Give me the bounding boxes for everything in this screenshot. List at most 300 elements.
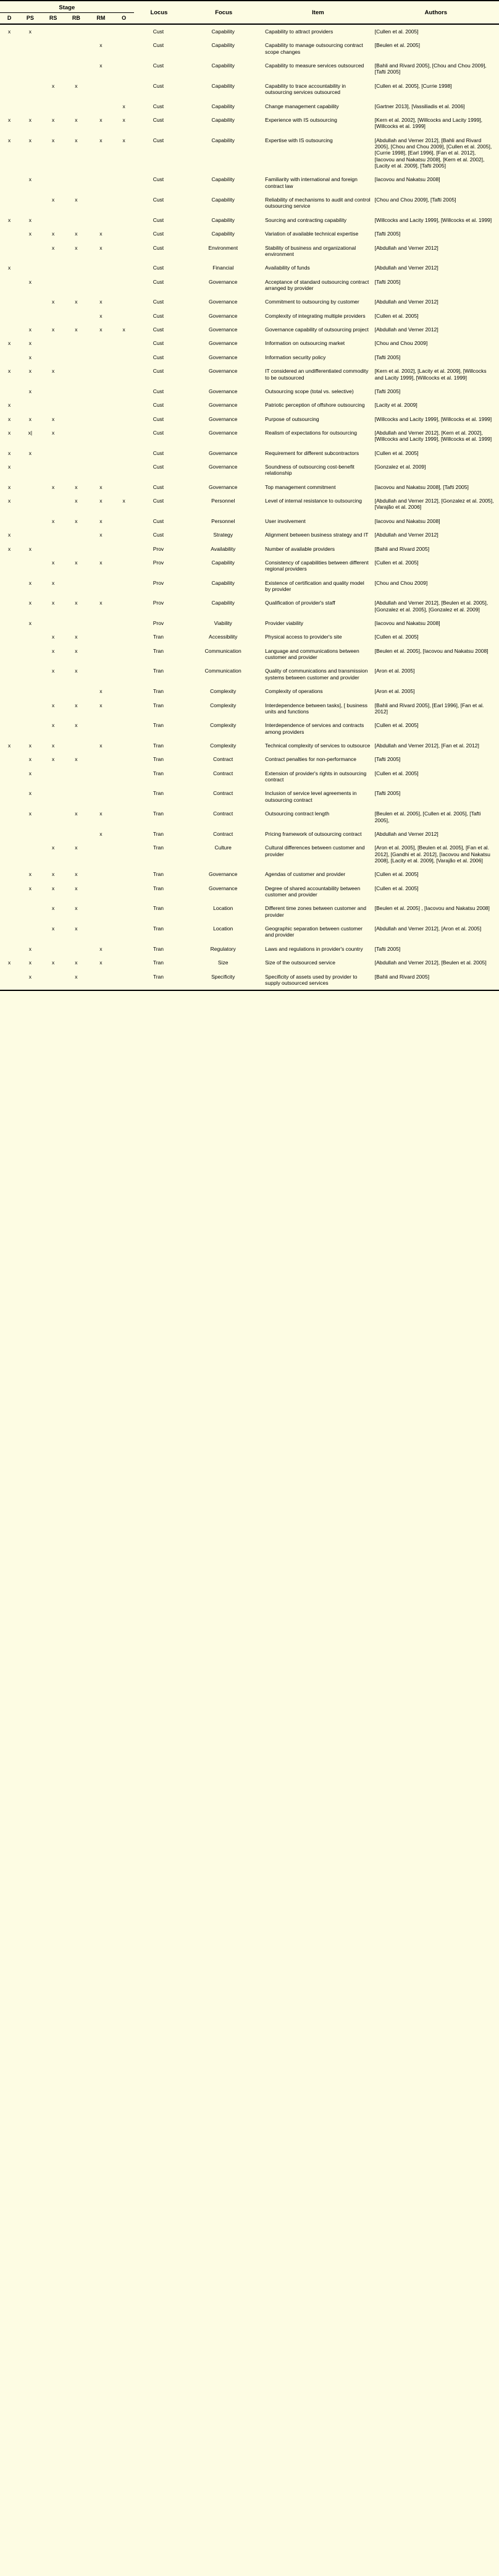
stage-mark-rs: x [51, 634, 55, 640]
stage-mark-rs [41, 351, 64, 364]
cell-authors: [Willcocks and Lacity 1999], [Willcocks et al. 1999] [374, 216, 492, 223]
stage-mark-rm [88, 644, 114, 665]
stage-mark-o [114, 956, 134, 969]
stage-mark-rb: x [75, 137, 78, 143]
table-row [0, 446, 499, 460]
cell-authors: [Kern et al. 2002], [Willcocks and Lacity 1999], [Willcocks et al. 1999] [374, 116, 483, 130]
stage-mark-rb: x [75, 722, 78, 729]
stage-mark-rm: x [99, 600, 103, 606]
stage-mark-o [114, 275, 134, 295]
stage-mark-rb: x [75, 244, 78, 251]
stage-mark-d [0, 827, 19, 841]
cell-authors: [Gartner 2013], [Vassiliadis et al. 2006] [374, 103, 465, 109]
cell-locus: Cust [153, 216, 164, 223]
cell-authors: [Chou and Chou 2009], [Tafti 2005] [374, 197, 456, 203]
stage-mark-d [0, 718, 19, 739]
cell-locus: Cust [153, 340, 164, 347]
table-row [0, 752, 499, 766]
stage-mark-d [0, 644, 19, 665]
cell-focus: Complexity [210, 742, 237, 749]
stage-mark-o [114, 827, 134, 841]
header-group-row [0, 1, 499, 13]
cell-focus: Governance [209, 299, 238, 305]
cell-locus: Cust [153, 116, 164, 123]
stage-mark-rs [41, 786, 64, 807]
cell-focus: Capability [211, 62, 235, 69]
cell-locus: Cust [153, 517, 164, 524]
stage-mark-ps [19, 514, 41, 528]
cell-focus: Complexity [210, 702, 237, 708]
column-header-stage-ps: PS [26, 15, 34, 21]
stage-mark-rs [41, 309, 64, 323]
table-row [0, 364, 499, 385]
stage-mark-ps: x [28, 871, 31, 878]
cell-focus: Governance [209, 871, 238, 878]
stage-mark-o [114, 841, 134, 867]
table-row [0, 172, 499, 193]
stage-mark-rb [65, 398, 88, 412]
stage-mark-rm [88, 576, 114, 597]
cell-authors: [Tafti 2005] [374, 756, 401, 763]
cell-authors: [Iacovou and Nakatsu 2008], [Tafti 2005] [374, 483, 469, 490]
cell-focus: Governance [209, 278, 238, 285]
stage-mark-ps [19, 718, 41, 739]
cell-focus: Governance [209, 429, 238, 436]
stage-mark-rm: x [99, 483, 103, 490]
cell-focus: Personnel [211, 498, 235, 504]
cell-focus: Contract [213, 790, 233, 797]
cell-locus: Cust [153, 42, 164, 49]
cell-authors: [Iacovou and Nakatsu 2008] [374, 176, 440, 183]
stage-mark-rm [88, 841, 114, 867]
cell-item: Information security policy [265, 354, 326, 360]
cell-item: Change management capability [265, 103, 339, 109]
stage-mark-rb [65, 213, 88, 227]
cell-authors: [Iacovou and Nakatsu 2008] [374, 517, 440, 524]
cell-item: Variation of available technical expertise [265, 231, 359, 237]
stage-mark-o [114, 528, 134, 542]
stage-mark-rs: x [51, 885, 55, 891]
table-row [0, 275, 499, 295]
cell-locus: Prov [153, 600, 164, 606]
cell-authors: [Abdullah and Verner 2012], [Bahli and Rivard 2005], [Chou and Chou 2009], [Cullen et al. 2005], [Currie 1998], [Earl 1996], [Fan et al. 2012], [Iacovou and Nakatsu 2008], [Kern et al. 2002], [Lacity et al. 2009], [Tafti 2005] [374, 137, 492, 169]
stage-mark-d: x [7, 742, 11, 749]
cell-locus: Cust [153, 197, 164, 203]
stage-mark-ps [19, 699, 41, 719]
stage-mark-o [114, 514, 134, 528]
cell-authors: [Cullen et al. 2005], [Currie 1998] [374, 82, 452, 89]
stage-mark-rs [41, 172, 64, 193]
stage-mark-rb [65, 351, 88, 364]
cell-focus: Contract [213, 830, 233, 837]
stage-mark-rb [65, 24, 88, 38]
stage-mark-o [114, 295, 134, 308]
stage-mark-d [0, 172, 19, 193]
stage-mark-rm: x [99, 116, 103, 123]
stage-mark-o [114, 739, 134, 752]
stage-mark-rm [88, 882, 114, 902]
stage-mark-d: x [7, 449, 11, 456]
cell-authors: [Cullen et al. 2005] [374, 871, 419, 878]
cell-authors: [Cullen et al. 2005] [374, 634, 419, 640]
stage-mark-rm [88, 616, 114, 630]
stage-mark-rb [65, 364, 88, 385]
stage-mark-o [114, 542, 134, 556]
stage-mark-rm [88, 901, 114, 922]
stage-mark-o [114, 227, 134, 240]
stage-mark-rm [88, 351, 114, 364]
stage-mark-rs: x [51, 925, 55, 932]
stage-mark-rm [88, 786, 114, 807]
cell-authors: [Tafti 2005] [374, 354, 401, 360]
stage-mark-rb: x [75, 498, 78, 504]
stage-mark-rb: x [75, 634, 78, 640]
stage-mark-o [114, 398, 134, 412]
stage-mark-d: x [7, 402, 11, 409]
table-row [0, 323, 499, 336]
cell-item: Requirement for different subcontractors [265, 449, 359, 456]
stage-mark-rb [65, 827, 88, 841]
stage-mark-o [114, 309, 134, 323]
stage-mark-d: x [7, 265, 11, 271]
stage-mark-d [0, 970, 19, 991]
stage-mark-rs: x [51, 559, 55, 566]
stage-mark-rb [65, 739, 88, 752]
cell-locus: Tran [153, 668, 164, 674]
stage-mark-rb: x [75, 756, 78, 763]
stage-mark-rb: x [75, 844, 78, 851]
cell-item: Qualification of provider's staff [265, 600, 335, 606]
stage-mark-rs: x [51, 429, 55, 436]
stage-mark-rm [88, 767, 114, 787]
stage-mark-rb [65, 684, 88, 698]
stage-mark-rb [65, 412, 88, 426]
stage-mark-rs [41, 494, 64, 514]
cell-locus: Cust [153, 354, 164, 360]
stage-mark-o: x [122, 137, 125, 143]
stage-mark-rs: x [51, 483, 55, 490]
stage-mark-o [114, 630, 134, 644]
table-row [0, 596, 499, 616]
stage-mark-ps: x [28, 340, 31, 347]
stage-mark-ps: x [28, 756, 31, 763]
stage-mark-rm: x [99, 498, 103, 504]
cell-item: Top management commitment [265, 483, 336, 490]
table-row [0, 718, 499, 739]
stage-mark-rs [41, 275, 64, 295]
stage-mark-rm: x [99, 559, 103, 566]
stage-mark-rm [88, 275, 114, 295]
stage-mark-rb [65, 336, 88, 350]
stage-mark-d [0, 576, 19, 597]
stage-mark-rm: x [99, 137, 103, 143]
stage-mark-rb: x [75, 702, 78, 708]
stage-mark-o [114, 24, 134, 38]
stage-mark-rs [41, 24, 64, 38]
table-row [0, 351, 499, 364]
stage-mark-ps: x [28, 742, 31, 749]
cell-locus: Cust [153, 244, 164, 251]
stage-mark-ps [19, 664, 41, 684]
stage-mark-ps [19, 59, 41, 79]
column-header-stage-rm: RM [96, 15, 106, 21]
column-header-stage-rb: RB [72, 15, 80, 21]
stage-mark-d [0, 767, 19, 787]
cell-locus: Cust [153, 62, 164, 69]
stage-mark-rm [88, 542, 114, 556]
cell-locus: Prov [153, 545, 164, 552]
stage-mark-ps [19, 295, 41, 308]
cell-locus: Tran [153, 905, 164, 912]
cell-focus: Capability [211, 176, 235, 183]
table-row [0, 827, 499, 841]
stage-mark-rs: x [51, 326, 55, 333]
cell-focus: Governance [209, 388, 238, 394]
stage-mark-rm: x [99, 517, 103, 524]
cell-locus: Cust [153, 326, 164, 333]
stage-mark-rm [88, 446, 114, 460]
cell-focus: Governance [209, 483, 238, 490]
table-row [0, 38, 499, 59]
cell-item: Capability to trace accountability in outsourcing services outsourced [265, 82, 346, 96]
stage-mark-rm: x [99, 810, 103, 817]
stage-mark-rs [41, 38, 64, 59]
stage-mark-d [0, 664, 19, 684]
stage-mark-o [114, 718, 134, 739]
stage-mark-rb [65, 542, 88, 556]
cell-authors: [Beulen et al. 2005], [Cullen et al. 2005], [Tafti 2005], [374, 810, 481, 823]
cell-item: Information on outsourcing market [265, 340, 345, 347]
cell-focus: Location [213, 925, 233, 932]
stage-mark-d [0, 59, 19, 79]
stage-mark-rb: x [75, 299, 78, 305]
stage-mark-rs: x [51, 722, 55, 729]
stage-mark-rb [65, 172, 88, 193]
stage-mark-rs [41, 336, 64, 350]
table-row [0, 460, 499, 480]
stage-mark-o [114, 446, 134, 460]
stage-mark-ps: x [28, 790, 31, 797]
stage-mark-d [0, 275, 19, 295]
cell-locus: Cust [153, 449, 164, 456]
stage-mark-rm [88, 213, 114, 227]
cell-item: Purpose of outsourcing [265, 415, 319, 422]
cell-authors: [Cullen et al. 2005] [374, 28, 419, 35]
cell-locus: Cust [153, 368, 164, 375]
cell-item: Provider viability [265, 620, 304, 627]
cell-item: Inclusion of service level agreements in outsourcing contract [265, 790, 357, 803]
cell-item: Size of the outsourced service [265, 959, 335, 966]
stage-mark-rb [65, 767, 88, 787]
stage-mark-o [114, 556, 134, 576]
stage-mark-o [114, 699, 134, 719]
stage-mark-d [0, 867, 19, 881]
cell-authors: [Beulen et al. 2005], [Iacovou and Nakatsu 2008] [374, 647, 489, 654]
cell-authors: [Bahli and Rivard 2005] [374, 545, 430, 552]
table-row [0, 213, 499, 227]
stage-mark-rm [88, 412, 114, 426]
stage-mark-o [114, 426, 134, 446]
cell-locus: Cust [153, 415, 164, 422]
stage-mark-d: x [7, 464, 11, 470]
cell-item: Physical access to provider's site [265, 634, 342, 640]
cell-focus: Capability [211, 137, 235, 143]
column-header-item: Item [312, 9, 324, 16]
cell-focus: Capability [211, 231, 235, 237]
stage-mark-rm [88, 100, 114, 113]
stage-mark-d [0, 241, 19, 261]
cell-focus: Contract [213, 770, 233, 776]
stage-mark-rb [65, 275, 88, 295]
stage-mark-rm [88, 24, 114, 38]
stage-mark-d [0, 309, 19, 323]
stage-mark-d: x [7, 28, 11, 35]
stage-mark-rs: x [51, 116, 55, 123]
stage-mark-d: x [7, 429, 11, 436]
cell-authors: [Abdullah and Verner 2012] [374, 326, 438, 333]
table-row [0, 542, 499, 556]
cell-locus: Tran [153, 722, 164, 729]
table-row [0, 882, 499, 902]
table-row [0, 241, 499, 261]
stage-mark-ps: x [28, 388, 31, 394]
stage-mark-d [0, 882, 19, 902]
table-row [0, 24, 499, 38]
stage-mark-d [0, 385, 19, 398]
cell-authors: [Willcocks and Lacity 1999], [Willcocks et al. 1999] [374, 415, 492, 422]
table-row [0, 630, 499, 644]
cell-item: Capability to attract providers [265, 28, 333, 35]
table-row [0, 426, 499, 446]
stage-mark-o [114, 172, 134, 193]
stage-mark-d [0, 227, 19, 240]
cell-authors: [Abdullah and Verner 2012], [Aron et al. 2005] [374, 925, 482, 932]
column-header-authors: Authors [424, 9, 448, 16]
cell-authors: [Gonzalez et al. 2009] [374, 464, 426, 470]
stage-mark-rm [88, 398, 114, 412]
stage-mark-ps: x [28, 620, 31, 627]
stage-mark-rm [88, 261, 114, 274]
stage-mark-o: x [122, 116, 125, 123]
stage-mark-o [114, 901, 134, 922]
stage-group-header: Stage [0, 1, 134, 13]
cell-item: Degree of shared accountability between customer and provider [265, 885, 361, 898]
stage-mark-rb: x [75, 231, 78, 237]
stage-mark-rb [65, 528, 88, 542]
cell-locus: Tran [153, 634, 164, 640]
document-page [0, 0, 499, 991]
cell-item: Laws and regulations in provider's country [265, 945, 363, 952]
stage-mark-rs: x [51, 368, 55, 375]
stage-mark-ps: x| [28, 429, 33, 436]
cell-focus: Contract [213, 756, 233, 763]
cell-authors: [Cullen et al. 2005] [374, 722, 419, 729]
table-row [0, 867, 499, 881]
stage-mark-ps [19, 901, 41, 922]
stage-mark-rs: x [51, 231, 55, 237]
table-row [0, 901, 499, 922]
cell-locus: Tran [153, 844, 164, 851]
cell-locus: Cust [153, 231, 164, 237]
stage-mark-rs: x [51, 756, 55, 763]
table-row [0, 556, 499, 576]
stage-mark-rb: x [75, 885, 78, 891]
cell-focus: Viability [214, 620, 232, 627]
table-row [0, 616, 499, 630]
cell-focus: Capability [211, 42, 235, 49]
table-row [0, 970, 499, 991]
stage-mark-rm [88, 752, 114, 766]
cell-locus: Cust [153, 402, 164, 409]
stage-mark-d [0, 295, 19, 308]
stage-mark-ps [19, 644, 41, 665]
stage-mark-o [114, 644, 134, 665]
cell-item: IT considered an undifferentiated commodity to be outsourced [265, 368, 369, 381]
cell-focus: Capability [211, 579, 235, 586]
stage-mark-rs [41, 446, 64, 460]
stage-mark-ps: x [28, 885, 31, 891]
stage-mark-rb: x [75, 647, 78, 654]
cell-locus: Cust [153, 498, 164, 504]
stage-mark-d [0, 901, 19, 922]
cell-locus: Cust [153, 312, 164, 319]
cell-locus: Prov [153, 579, 164, 586]
cell-item: User involvement [265, 517, 306, 524]
stage-mark-rm [88, 336, 114, 350]
cell-item: Sourcing and contracting capability [265, 216, 346, 223]
stage-mark-o [114, 480, 134, 494]
cell-focus: Capability [211, 82, 235, 89]
stage-mark-d [0, 556, 19, 576]
cell-focus: Governance [209, 415, 238, 422]
cell-locus: Tran [153, 742, 164, 749]
cell-focus: Availability [211, 545, 236, 552]
cell-item: Commitment to outsourcing by customer [265, 299, 359, 305]
stage-mark-rm [88, 385, 114, 398]
stage-mark-ps [19, 79, 41, 100]
stage-mark-d: x [7, 216, 11, 223]
cell-focus: Governance [209, 354, 238, 360]
cell-authors: [Tafti 2005] [374, 388, 401, 394]
stage-mark-o [114, 460, 134, 480]
cell-item: Familiarity with international and foreign contract law [265, 176, 358, 189]
cell-focus: Governance [209, 312, 238, 319]
cell-item: Level of internal resistance to outsourcing [265, 498, 362, 504]
cell-authors: [Bahli and Rivard 2005], [Earl 1996], [Fan et al. 2012] [374, 702, 484, 715]
table-row [0, 113, 499, 134]
stage-mark-rs: x [51, 415, 55, 422]
cell-locus: Tran [153, 945, 164, 952]
cell-authors: [Abdullah and Verner 2012] [374, 265, 438, 271]
stage-mark-d [0, 514, 19, 528]
cell-focus: Strategy [213, 532, 233, 538]
stage-mark-o [114, 213, 134, 227]
stage-mark-rs [41, 385, 64, 398]
stage-mark-o [114, 664, 134, 684]
stage-mark-o [114, 336, 134, 350]
stage-mark-rb: x [75, 905, 78, 912]
cell-item: Complexity of integrating multiple providers [265, 312, 366, 319]
cell-locus: Tran [153, 647, 164, 654]
stage-mark-rs: x [51, 668, 55, 674]
table-row [0, 336, 499, 350]
cell-item: Pricing framework of outsourcing contract [265, 830, 362, 837]
stage-mark-d [0, 100, 19, 113]
cell-item: Complexity of operations [265, 688, 323, 695]
cell-item: Governance capability of outsourcing project [265, 326, 369, 333]
cell-locus: Tran [153, 810, 164, 817]
cell-authors: [Beulen et al. 2005] , [Iacovou and Nakatsu 2008] [374, 905, 490, 912]
